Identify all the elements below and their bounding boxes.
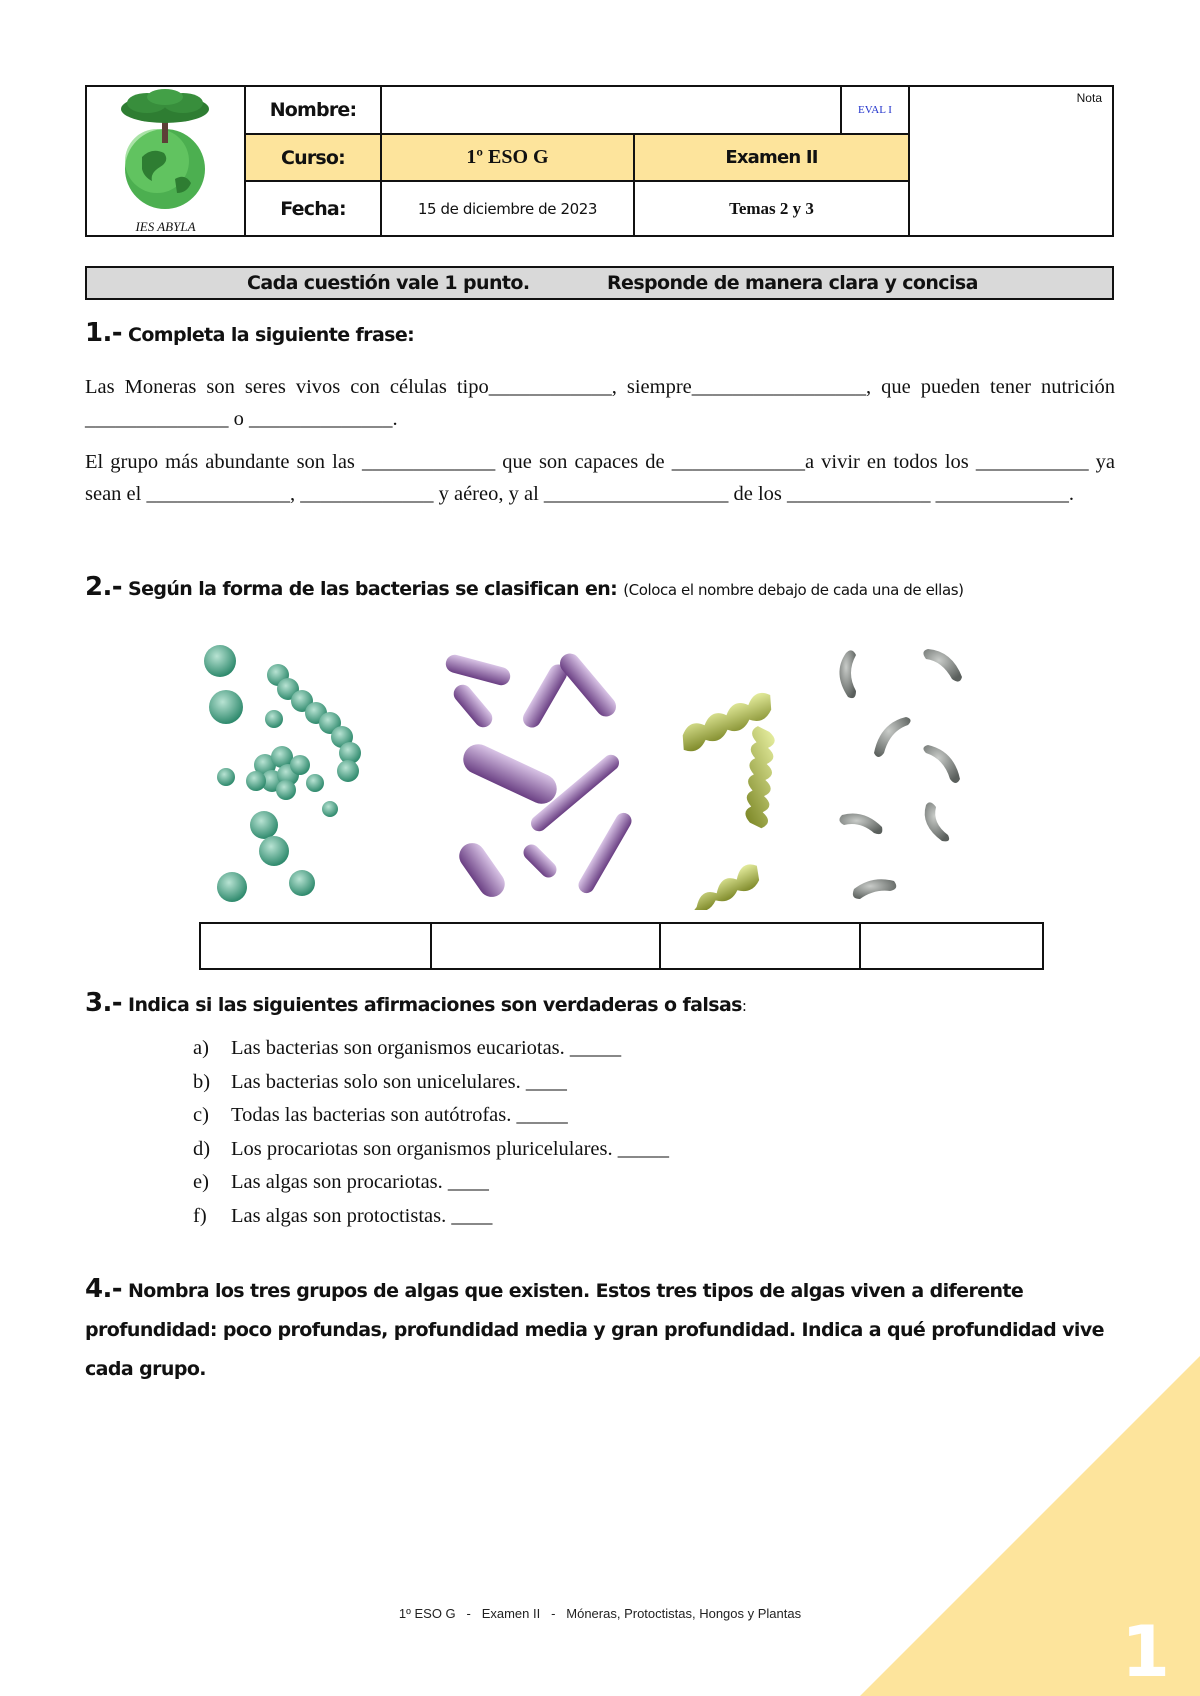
answer-box-4[interactable] (859, 924, 1042, 968)
nota-label: Nota (1076, 91, 1102, 105)
q1-heading (85, 318, 414, 348)
q1-number: 1.- (85, 318, 122, 348)
footer: 1º ESO G - Examen II - Móneras, Protoctistas, Hongos y Plantas (398, 1606, 802, 1621)
footer-topics: Móneras, Protoctistas, Hongos y Plantas (566, 1606, 802, 1621)
spirilla-group (674, 690, 806, 910)
list-item: e) Las algas son procariotas. ____ (193, 1171, 489, 1193)
curso-value: 1º ESO G (380, 133, 633, 180)
list-item: b) Las bacterias solo son unicelulares. ____ (193, 1070, 567, 1093)
q1-title: Completa la siguiente frase: (127, 324, 415, 346)
q3-number: 3.- (85, 988, 122, 1018)
page-corner-decoration (860, 1356, 1200, 1696)
cocci-group (204, 645, 361, 902)
q2-note: (Coloca el nombre debajo de cada una de ellas) (623, 581, 964, 599)
answer-box-3[interactable] (659, 924, 859, 968)
footer-exam: Examen II (481, 1606, 541, 1621)
q1-paragraph-2: El grupo más abundante son las _____________ que son capaces de _____________a vivir en todos los ___________ ya sean el ______________, _____________ y aéreo, y al __________________ de los ______________ _____________. (85, 451, 1115, 505)
q3-heading (85, 988, 747, 1018)
q4-number: 4.- (85, 1274, 122, 1304)
nombre-field[interactable] (380, 85, 840, 133)
instructions-bar (85, 266, 1114, 300)
eval-label: EVAL I (840, 85, 908, 133)
nombre-label: Nombre: (244, 85, 380, 133)
list-item: c) Todas las bacterias son autótrofas. _____ (193, 1104, 568, 1126)
temas-label: Temas 2 y 3 (633, 180, 908, 235)
q3-statements (193, 1032, 669, 1233)
q2-number: 2.- (85, 572, 122, 602)
tree-globe-icon (87, 87, 244, 217)
q1-paragraph-1: Las Moneras son seres vivos con células tipo____________, siempre_________________, que pueden tener nutrición ______________ o ______________. (85, 376, 1115, 430)
q2-heading (85, 572, 964, 602)
bacilli-group (444, 649, 635, 902)
nota-box[interactable] (908, 85, 1114, 237)
answer-box-1[interactable] (201, 924, 430, 968)
q4-title: Nombra los tres grupos de algas que existen. Estos tres tipos de algas viven a diferente profundidad: poco profundas, profundidad media y gran profundidad. Indica a qué profundidad vive cada grupo. (85, 1280, 1104, 1380)
curso-label: Curso: (244, 133, 380, 180)
q3-title: Indica si las siguientes afirmaciones son verdaderas o falsas (127, 994, 742, 1016)
school-name: IES ABYLA (135, 219, 196, 234)
footer-course: 1º ESO G (398, 1606, 456, 1621)
fecha-label: Fecha: (244, 180, 380, 235)
instruction-right: Responde de manera clara y concisa (607, 272, 978, 294)
fecha-value: 15 de diciembre de 2023 (380, 180, 633, 235)
list-item: f) Las algas son protoctistas. ____ (193, 1204, 493, 1227)
answer-box-2[interactable] (430, 924, 659, 968)
school-logo (87, 87, 244, 235)
bacteria-shapes-image (190, 635, 1050, 910)
q2-title: Según la forma de las bacterias se clasifican en: (127, 578, 618, 600)
header-table (85, 85, 1114, 237)
list-item: d) Los procariotas son organismos pluricelulares. _____ (193, 1137, 670, 1160)
instruction-left: Cada cuestión vale 1 punto. (247, 272, 530, 294)
list-item: a) Las bacterias son organismos eucariotas. _____ (193, 1037, 622, 1059)
page-number: 1 (1121, 1611, 1170, 1693)
q3-colon: : (741, 997, 747, 1015)
answer-boxes (199, 922, 1044, 970)
exam-label: Examen II (633, 133, 908, 180)
vibrio-group (839, 649, 962, 899)
